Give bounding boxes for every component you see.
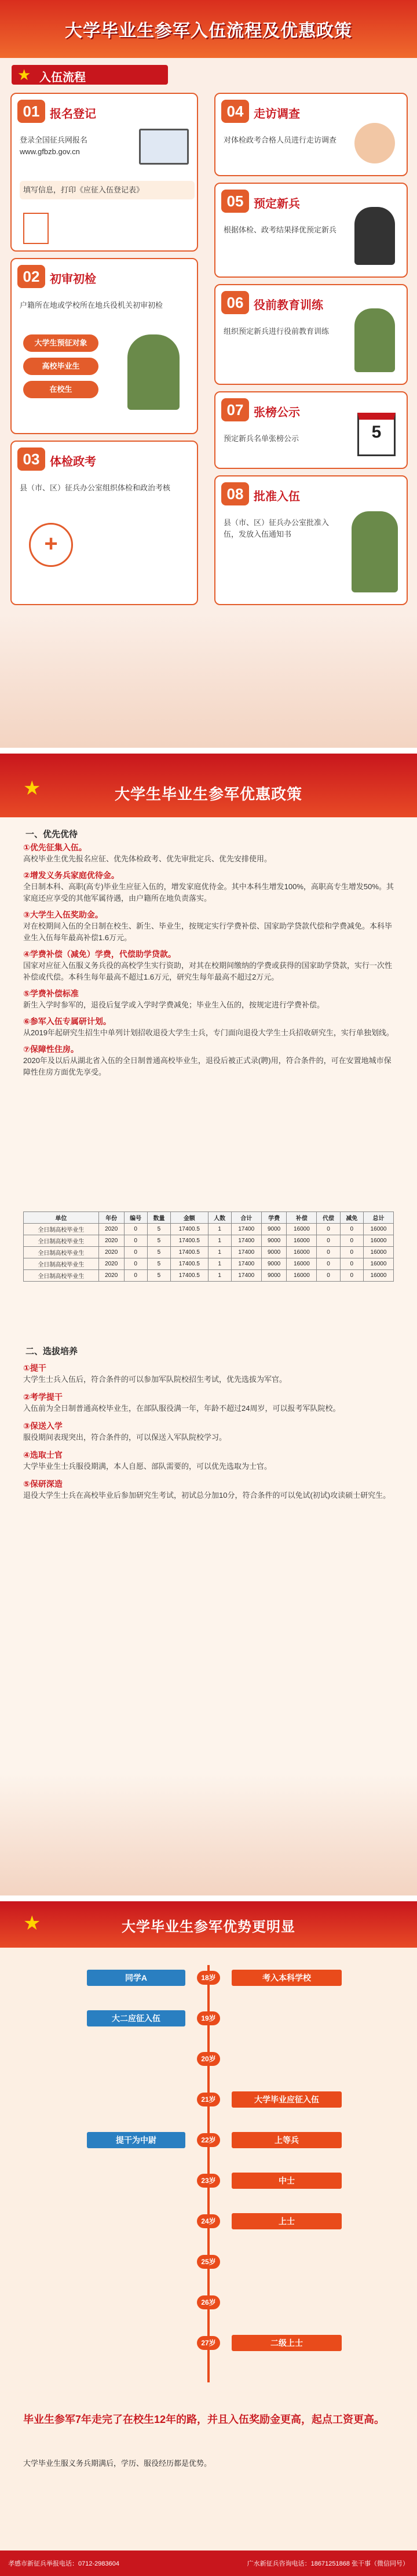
table-row [24,1247,394,1258]
table-cell: 17400.5 [171,1224,208,1235]
table-cell: 0 [124,1235,147,1247]
policy-item [23,1016,394,1039]
city-silhouette [0,614,417,748]
timeline-age: 25岁 [197,2255,220,2269]
policy-item-title: ⑥参军入伍专属研计划。 [23,1017,111,1026]
table-header-cell: 年份 [98,1212,124,1224]
s1-title: 一、优先优待 [25,829,78,839]
training-item-title: ③保送入学 [23,1421,63,1431]
table-cell: 17400.5 [171,1258,208,1270]
table-cell: 16000 [363,1235,393,1247]
timeline-a-label: 大二应征入伍 [87,2010,185,2026]
table-cell: 16000 [287,1247,317,1258]
timeline-a-label: 同学A [87,1970,185,1986]
table-cell: 5 [147,1258,170,1270]
training-item-title: ⑤保研深造 [23,1479,63,1489]
table-row [24,1270,394,1282]
footer [0,2550,417,2576]
step-3-number: 03 [17,447,45,471]
fee-table [23,1211,394,1282]
step-4-number: 04 [221,100,249,123]
table-cell: 2020 [98,1270,124,1282]
table-cell: 0 [317,1235,340,1247]
table-cell: 2020 [98,1258,124,1270]
timeline-age: 21岁 [197,2093,220,2106]
family-icon [354,123,395,163]
table-cell: 17400.5 [171,1270,208,1282]
policy-item [23,988,394,1011]
table-cell: 全日制高校毕业生 [24,1247,99,1258]
section-label [12,65,168,85]
policy-item [23,1043,394,1078]
computer-icon [139,129,189,165]
timeline-b-label: 二级上士 [232,2335,342,2351]
panel-preferential-policies [0,754,417,1895]
calendar-icon [357,413,396,456]
table-cell: 5 [147,1224,170,1235]
table-cell: 0 [317,1247,340,1258]
step-3-text: 县（市、区）征兵办公室组织体检和政治考核 [20,483,171,492]
table-cell: 全日制高校毕业生 [24,1235,99,1247]
graduate-icon [354,207,395,265]
policy-item-text: 国家对应征入伍服义务兵役的高校学生实行资助，对其在校期间缴纳的学费或获得的国家助学贷款，实行一次性补偿或代偿。本科生每年最高不超过1.6万元，研究生每年最高不超过2万元。 [23,961,393,981]
table-header-cell: 合计 [231,1212,261,1224]
timeline-b-label: 上等兵 [232,2132,342,2148]
table-cell: 0 [340,1258,363,1270]
table-cell: 0 [124,1258,147,1270]
table-cell: 1 [208,1235,231,1247]
table-cell: 16000 [363,1270,393,1282]
training-item-text: 大学毕业生士兵服役期满，本人自愿、部队需要的，可以优先选取为士官。 [23,1462,272,1471]
step-5-title: 预定新兵 [254,198,300,210]
training-item-text: 入伍前为全日制普通高校毕业生，在部队服役满一年，年龄不超过24周岁，可以报考军队院校。 [23,1404,341,1413]
table-cell: 1 [208,1270,231,1282]
flag-icon: ★ [23,777,41,799]
training-item-title: ①提干 [23,1363,46,1373]
table-cell: 16000 [363,1258,393,1270]
table-header-cell: 补偿 [287,1212,317,1224]
table-cell: 0 [340,1247,363,1258]
step-2-item-1: 高校毕业生 [23,358,98,375]
step-1-number: 01 [17,100,45,123]
step-2-number: 02 [17,265,45,288]
step-8-text: 县（市、区）征兵办公室批准入伍，发放入伍通知书 [224,518,330,539]
final-text: 大学毕业生服义务兵期满后，学历、服役经历都是优势。 [23,2459,212,2468]
bottom-statement: 毕业生参军7年走完了在校生12年的路，并且入伍奖励金更高，起点工资更高。 [23,2414,385,2425]
timeline-b-label: 考入本科学校 [232,1970,342,1986]
step-3-title: 体检政考 [50,456,96,468]
table-cell: 16000 [287,1235,317,1247]
step-8-number: 08 [221,482,249,505]
table-cell: 17400 [231,1224,261,1235]
table-row [24,1224,394,1235]
training-item [23,1420,394,1443]
policy-item-title: ⑦保障性住房。 [23,1045,79,1054]
table-cell: 0 [340,1235,363,1247]
table-cell: 17400 [231,1247,261,1258]
policy-item [23,909,394,944]
step-8-card [214,475,408,605]
table-cell: 0 [124,1247,147,1258]
training-item [23,1362,394,1385]
step-7-title: 张榜公示 [254,406,300,419]
step-2-text: 户籍所在地或学校所在地兵役机关初审初检 [20,301,163,310]
table-cell: 0 [317,1224,340,1235]
table-header-cell: 金额 [171,1212,208,1224]
step-6-number: 06 [221,291,249,314]
step-4-card [214,93,408,176]
table-cell: 1 [208,1224,231,1235]
step-2-card [10,258,198,434]
soldier-icon [127,334,180,410]
step-5-card [214,183,408,278]
table-cell: 5 [147,1247,170,1258]
table-cell: 17400.5 [171,1247,208,1258]
step-6-title: 役前教育训练 [254,299,323,312]
table-header-cell: 数量 [147,1212,170,1224]
policy-item-text: 全日制本科、高职(高专)毕业生应征入伍的，增发家庭优待金。其中本科生增发100%，高职高专生增发50%。其家庭还应享受的其他军属待遇，由户籍所在地负责落实。 [23,882,394,903]
step-6-card [214,284,408,385]
table-cell: 9000 [261,1224,287,1235]
s2-title: 二、选拔培养 [25,1347,78,1356]
table-cell: 5 [147,1235,170,1247]
table-cell: 16000 [287,1270,317,1282]
training-list [23,1362,394,1507]
medical-icon: + [29,523,73,567]
table-cell: 1 [208,1258,231,1270]
table-header-cell: 人数 [208,1212,231,1224]
training-item [23,1391,394,1414]
policy-item-title: ⑤学费补偿标准 [23,989,79,998]
star-icon: ★ [17,66,31,83]
training-item-title: ②考学提干 [23,1392,63,1402]
training-item-title: ④选取士官 [23,1450,63,1460]
policy-item-title: ①优先征集入伍。 [23,843,87,852]
step-4-title: 走访调查 [254,108,300,121]
table-header-cell: 学费 [261,1212,287,1224]
table-cell: 9000 [261,1235,287,1247]
table-cell: 17400 [231,1235,261,1247]
table-cell: 0 [317,1258,340,1270]
step-1-text-2: 填写信息，打印《应征入伍登记表》 [20,181,195,199]
table-header-cell: 单位 [24,1212,99,1224]
timeline-b-label: 大学毕业应征入伍 [232,2091,342,2108]
table-cell: 2020 [98,1235,124,1247]
table-cell: 17400 [231,1270,261,1282]
policy-item-title: ②增发义务兵家庭优待金。 [23,871,119,880]
timeline-age: 26岁 [197,2295,220,2309]
step-7-text: 预定新兵名单张榜公示 [224,434,299,443]
table-cell: 17400.5 [171,1235,208,1247]
table-cell: 17400 [231,1258,261,1270]
timeline-b-label: 上士 [232,2213,342,2229]
step-2-item-2: 在校生 [23,381,98,398]
table-cell: 16000 [287,1224,317,1235]
document-icon [23,213,49,244]
table-cell: 0 [124,1224,147,1235]
step-6-text: 组织预定新兵进行役前教育训练 [224,327,330,336]
table-cell: 16000 [287,1258,317,1270]
step-3-card [10,441,198,605]
timeline-age: 18岁 [197,1971,220,1985]
table-cell: 全日制高校毕业生 [24,1258,99,1270]
table-header-cell: 减免 [340,1212,363,1224]
training-item-text: 大学生士兵入伍后，符合条件的可以参加军队院校招生考试，优先选拔为军官。 [23,1375,287,1384]
table-cell: 9000 [261,1247,287,1258]
step-7-number: 07 [221,398,249,421]
training-item-text: 退役大学生士兵在高校毕业后参加研究生考试，初试总分加10分，符合条件的可以免试(初试)攻读硕士研究生。 [23,1491,391,1500]
step-1-title: 报名登记 [50,108,96,121]
page-title: 大学毕业生参军入伍流程及优惠政策 [65,21,352,41]
step-5-text: 根据体检、政考结果择优预定新兵 [224,225,337,234]
step-7-card [214,391,408,469]
policy-item [23,842,394,865]
table-row [24,1235,394,1247]
flag-icon: ★ [23,1912,41,1934]
policy-item [23,948,394,983]
policy-item-text: 对在校期间入伍的全日制在校生、新生、毕业生，按规定实行学费补偿、国家助学贷款代偿和学费减免。本科毕业生入伍每年最高补偿1.6万元。 [23,922,393,942]
table-cell: 0 [124,1270,147,1282]
table-cell: 16000 [363,1247,393,1258]
training-item [23,1449,394,1472]
timeline-a-label: 提干为中尉 [87,2132,185,2148]
timeline-age: 20岁 [197,2052,220,2066]
advantages-title: 大学毕业生参军优势更明显 [122,1919,295,1935]
calendar-day: 5 [371,423,382,442]
table-cell: 0 [340,1270,363,1282]
table-cell: 0 [317,1270,340,1282]
step-1-card [10,93,198,252]
policies-title: 大学生毕业生参军优惠政策 [114,785,302,803]
panel-advantages [0,1901,417,2576]
training-item [23,1478,394,1501]
timeline-age: 24岁 [197,2214,220,2228]
step-5-number: 05 [221,190,249,213]
timeline-age: 22岁 [197,2133,220,2147]
table-cell: 5 [147,1270,170,1282]
table-cell: 2020 [98,1224,124,1235]
table-cell: 全日制高校毕业生 [24,1224,99,1235]
training-item-text: 服役期间表现突出，符合条件的，可以保送入军队院校学习。 [23,1433,227,1442]
policy-list [23,842,394,1083]
timeline-age: 27岁 [197,2336,220,2350]
table-cell: 全日制高校毕业生 [24,1270,99,1282]
table-row [24,1258,394,1270]
step-2-item-0: 大学生预征对象 [23,334,98,352]
policy-item [23,869,394,904]
policy-item-text: 从2019年起研究生招生中单列计划招收退役大学生士兵，专门面向退役大学生士兵招收研究生，实行单独划线。 [23,1028,394,1037]
step-4-text: 对体检政考合格人员进行走访调查 [224,136,337,144]
footer-right: 广水新征兵咨询电话：18671251868 张干事（微信同号） [247,2560,409,2567]
step-8-title: 批准入伍 [254,490,300,503]
table-header-cell: 总计 [363,1212,393,1224]
timeline-age: 19岁 [197,2011,220,2025]
saluting-soldier-icon [352,511,398,592]
section-label-text: 入伍流程 [39,71,86,84]
timeline-b-label: 中士 [232,2173,342,2189]
table-cell: 2020 [98,1247,124,1258]
table-cell: 9000 [261,1270,287,1282]
city-silhouette [0,1774,417,1895]
step-1-text: 登录全国征兵网报名 www.gfbzb.gov.cn [20,136,88,156]
table-cell: 0 [340,1224,363,1235]
table-header-cell: 代偿 [317,1212,340,1224]
footer-left: 孝感市新征兵举报电话：0712-2983604 [8,2560,119,2567]
step-2-title: 初审初检 [50,273,96,286]
soldier-icon [354,308,395,372]
policy-item-title: ③大学生入伍奖助金。 [23,910,103,919]
policy-item-text: 新生入学时参军的，退役后复学或入学时学费减免；毕业生入伍的，按规定进行学费补偿。 [23,1000,325,1009]
table-header-cell: 编号 [124,1212,147,1224]
table-cell: 16000 [363,1224,393,1235]
policy-item-text: 2020年及以后从湖北省入伍的全日制普通高校毕业生，退役后被正式录(聘)用，符合条件的，可在安置地城市保障性住房方面优先享受。 [23,1056,392,1076]
timeline-age: 23岁 [197,2174,220,2188]
panel-enlistment-process [0,0,417,748]
policy-item-title: ④学费补偿（减免）学费，代偿助学贷款。 [23,949,176,959]
policy-item-text: 高校毕业生优先报名应征、优先体检政考、优先审批定兵、优先安排使用。 [23,854,272,863]
table-cell: 9000 [261,1258,287,1270]
table-cell: 1 [208,1247,231,1258]
